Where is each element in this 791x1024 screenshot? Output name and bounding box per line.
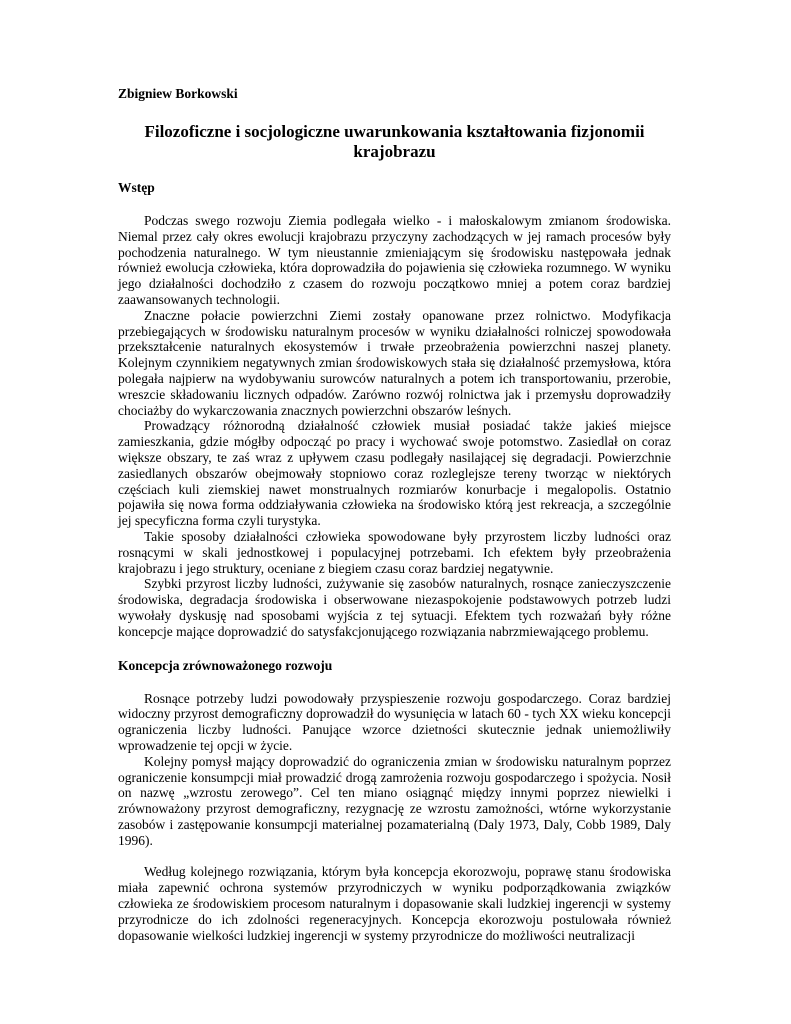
section-body-sustainable-development (118, 691, 671, 944)
paragraph: Znaczne połacie powierzchni Ziemi zostały opanowane przez rolnictwo. Modyfikacja przebiegających w środowisku naturalnym procesów w wyniku działalności rolniczej spowodowała przekształcenie naturalnych ekosystemów i trwałe przeobrażenia powierzchni naszej planety. Kolejnym czynnikiem negatywnych zmian środowiskowych stała się działalność przemysłowa, która polegała najpierw na wydobywaniu surowców naturalnych a potem ich transportowaniu, przerobie, wreszcie składowaniu licznych odpadów. Zarówno rozwój rolnictwa jak i przemysłu doprowadziły chociażby do wykarczowania znacznych powierzchni obszarów leśnych. (118, 307, 671, 418)
paragraph: Kolejny pomysł mający doprowadzić do ograniczenia zmian w środowisku naturalnym poprzez ograniczenie konsumpcji miał prowadzić drogą zamrożenia rozwoju gospodarczego i spożycia. Nosił on nazwę „wzrostu zerowego”. Cel ten miano osiągnąć między innymi poprzez niewielki i zrównoważony przyrost demograficzny, rezygnację ze wzrostu zamożności, wtórne wykorzystanie zasobów i zastępowanie konsumpcji materialnej pozamaterialną (Daly 1973, Daly, Cobb 1989, Daly 1996). (118, 753, 671, 848)
document-page (118, 86, 671, 943)
section-heading-sustainable-development: Koncepcja zrównoważonego rozwoju (118, 657, 333, 673)
section-heading-intro: Wstęp (118, 180, 155, 195)
paragraph: Rosnące potrzeby ludzi powodowały przyspieszenie rozwoju gospodarczego. Coraz bardziej widoczny przyrost demograficzny doprowadził do wysunięcia w latach 60 - tych XX wieku koncepcji ograniczenia liczby ludności. Panujące wzorce dzietności skutecznie jednak uniemożliwiły wprowadzenie tej opcji w życie. (118, 690, 671, 753)
paragraph: Według kolejnego rozwiązania, którym była koncepcja ekorozwoju, poprawę stanu środowiska miała zapewnić ochrona systemów przyrodniczych w wyniku podporządkowania związków człowieka ze środowiskiem procesom naturalnym i dopasowanie skali ludzkiej ingerencji w systemy przyrodnicze do ich zdolności regeneracyjnych. Koncepcja ekorozwoju postulowała również dopasowanie wielkości ludzkiej ingerencji w systemy przyrodnicze do możliwości neutralizacji (118, 864, 671, 943)
paragraph: Podczas swego rozwoju Ziemia podlegała wielko - i małoskalowym zmianom środowiska. Niemal przez cały okres ewolucji krajobrazu przyczyny zachodzących w jej ramach procesów były pochodzenia naturalnego. W tym nieustannie zmieniającym się środowisku następowała jednak również ewolucja człowieka, która doprowadziła do pojawienia się człowieka rozumnego. W wyniku jego działalności dochodziło z czasem do rozwoju początkowo mniej a potem coraz bardziej zaawansowanych technologii. (118, 213, 671, 307)
paragraph: Prowadzący różnorodną działalność człowiek musiał posiadać także jakieś miejsce zamieszkania, gdzie mógłby odpocząć po pracy i wychować swoje potomstwo. Zasiedlał on coraz większe obszary, te zaś wraz z upływem czasu podlegały nasilającej się degradacji. Powierzchnie zasiedlanych obszarów obejmowały stopniowo coraz rozleglejsze tereny tworząc w niektórych częściach kuli ziemskiej nawet monstrualnych rozmiarów konurbacje i megalopolis. Ostatnio pojawiła się nowa forma oddziaływania człowieka na środowisko którą jest rekreacja, a szczególnie jej specyficzna forma czyli turystyka. (118, 418, 671, 529)
paragraph: Szybki przyrost liczby ludności, zużywanie się zasobów naturalnych, rosnące zanieczyszczenie środowiska, degradacja środowiska i obserwowane niezaspokojenie podstawowych potrzeb ludzi wywołały dyskusję nad sposobami wyjścia z tej sytuacji. Efektem tych rozważań były różne koncepcje mające doprowadzić do satysfakcjonującego rozwiązania nabrzmiewającego problemu. (118, 576, 671, 639)
document-title: Filozoficzne i socjologiczne uwarunkowania kształtowania fizjonomii krajobrazu (144, 122, 645, 161)
section-body-intro (118, 213, 671, 640)
author-name: Zbigniew Borkowski (118, 86, 238, 101)
paragraph: Takie sposoby działalności człowieka spowodowane były przyrostem liczby ludności oraz rosnącymi w skali jednostkowej i populacyjnej potrzebami. Ich efektem były przeobrażenia krajobrazu i jego struktury, oceniane z biegiem czasu coraz bardziej negatywnie. (118, 528, 671, 576)
